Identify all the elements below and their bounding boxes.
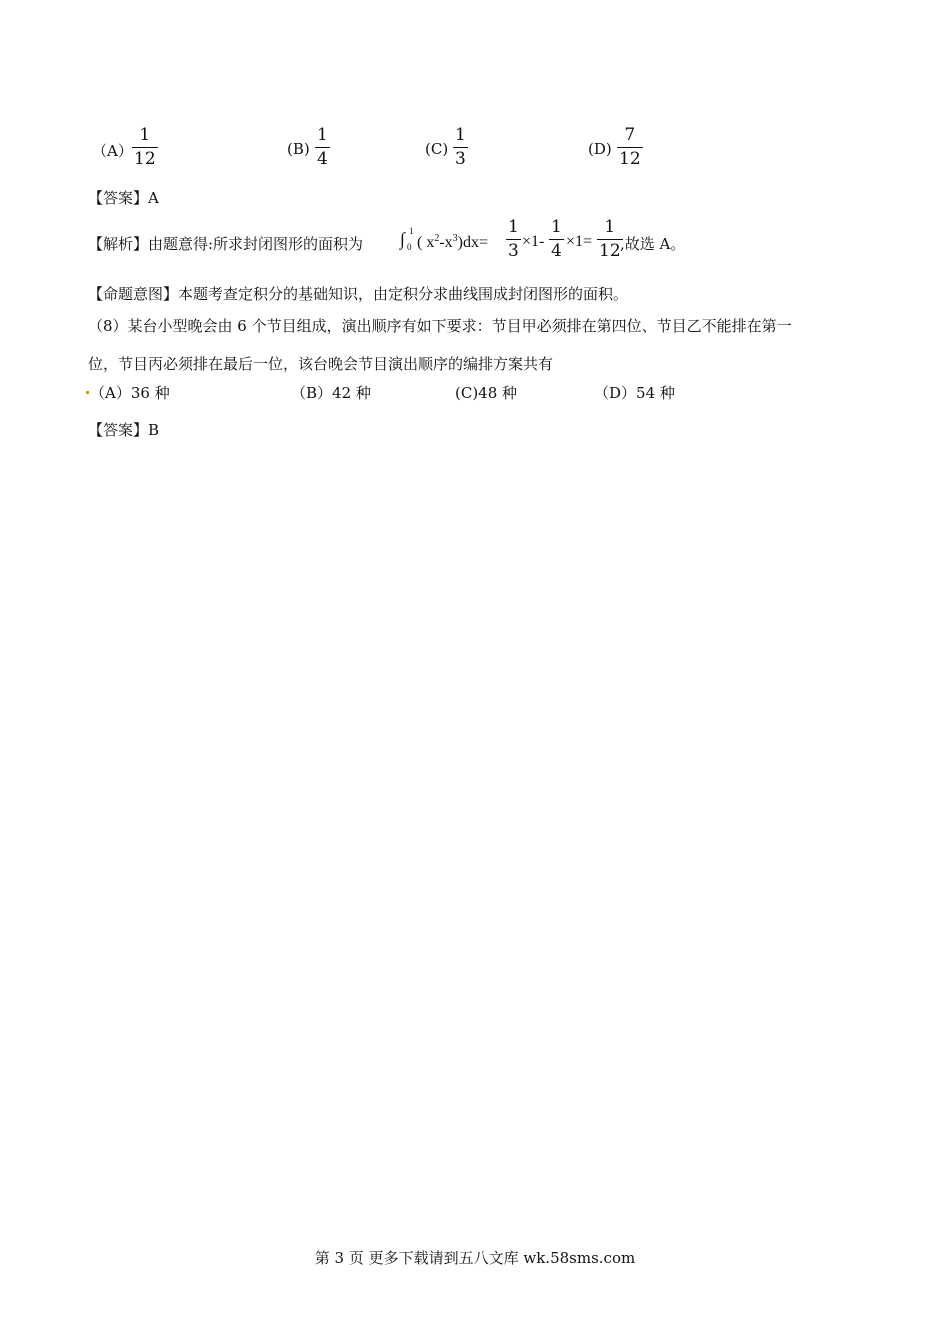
option-a-fraction	[132, 127, 158, 168]
fraction-2-denominator: 4	[551, 241, 562, 261]
fraction-1-denominator: 3	[508, 241, 519, 261]
analysis-fraction-2	[549, 219, 564, 260]
times-one-equals: ×1=	[566, 233, 593, 250]
answer-q7: 【答案】A	[88, 189, 159, 207]
option-a-numerator: 1	[139, 125, 151, 145]
analysis-fraction-3	[597, 219, 623, 260]
option-b-numerator: 1	[317, 125, 328, 145]
option-8d: （D）54 种	[594, 384, 675, 402]
option-8b: （B）42 种	[291, 384, 371, 402]
times-one-minus: ×1-	[522, 233, 545, 250]
option-8a: （A）36 种	[90, 384, 170, 402]
marker-dot	[86, 391, 89, 394]
answer-q8: 【答案】B	[88, 421, 160, 439]
option-d-denominator: 12	[619, 149, 641, 169]
fraction-1-numerator: 1	[508, 217, 519, 237]
option-a-denominator: 12	[134, 149, 156, 169]
integrand	[417, 233, 488, 252]
option-c-label: (C)	[425, 140, 449, 158]
question-8-line-2: 位，节目丙必须排在最后一位，该台晚会节目演出顺序的编排方案共有	[88, 355, 554, 373]
integrand-open: ( x	[417, 234, 435, 251]
integral-upper: 1	[409, 226, 414, 236]
option-8c: (C)48 种	[455, 384, 518, 402]
fraction-2-numerator: 1	[551, 217, 562, 237]
exponent-3: 3	[452, 233, 458, 244]
page-footer: 第 3 页 更多下载请到五八文库 wk.58sms.com	[314, 1249, 636, 1267]
option-c-denominator: 3	[455, 149, 466, 169]
option-d-numerator: 7	[624, 125, 636, 145]
integrand-minus-x: -x	[439, 234, 453, 251]
option-d-label: (D)	[588, 140, 612, 158]
intent-text: 【命题意图】本题考查定积分的基础知识，由定积分求曲线围成封闭图形的面积。	[88, 285, 629, 303]
option-d-fraction	[617, 127, 643, 168]
analysis-prefix: 【解析】由题意得:所求封闭图形的面积为	[88, 235, 364, 253]
question-8-line-1: （8）某台小型晚会由 6 个节目组成，演出顺序有如下要求：节目甲必须排在第四位、节目乙不能排在第一	[88, 317, 792, 335]
option-c-numerator: 1	[455, 125, 466, 145]
option-c-fraction	[453, 127, 468, 168]
analysis-suffix: ,故选 A。	[620, 235, 686, 253]
integrand-close: )dx=	[457, 234, 489, 251]
integral-sign: ∫	[400, 229, 405, 249]
option-b-fraction	[315, 127, 330, 168]
fraction-3-denominator: 12	[599, 241, 621, 261]
option-b-label: (B)	[287, 140, 310, 158]
fraction-3-numerator: 1	[604, 217, 616, 237]
integral-lower: 0	[407, 242, 412, 252]
exponent-2: 2	[434, 233, 440, 244]
option-b-denominator: 4	[317, 149, 328, 169]
analysis-fraction-1	[506, 219, 521, 260]
option-a-label: （A）	[92, 142, 133, 160]
